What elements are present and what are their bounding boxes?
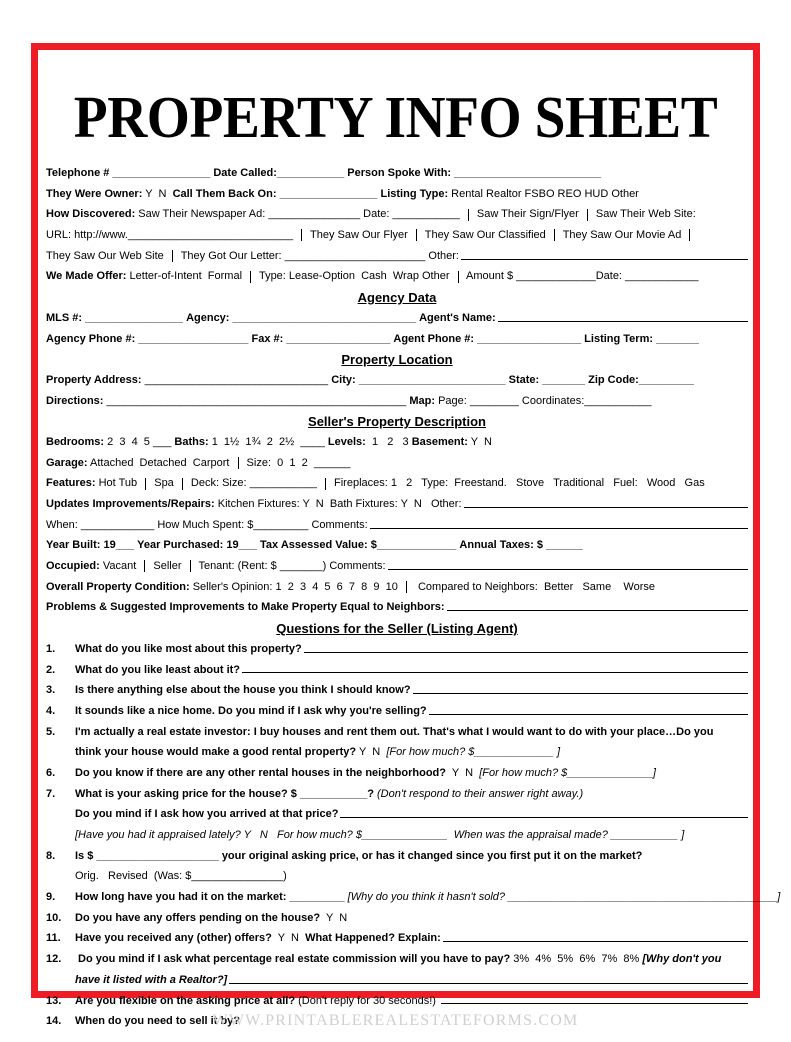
divider — [325, 478, 326, 490]
question-number: 8. — [46, 849, 56, 862]
divider — [172, 250, 173, 262]
question-3 — [46, 680, 748, 701]
owner-label: They Were Owner: — [46, 187, 143, 200]
row-when — [46, 515, 748, 536]
question-10 — [46, 908, 748, 929]
deck-field[interactable]: Deck: Size: ___________ — [187, 477, 320, 490]
owner-options[interactable]: Y N — [142, 187, 173, 200]
amount-field[interactable]: Amount $ _____________Date: ____________ — [463, 270, 699, 283]
divider — [468, 209, 469, 221]
divider — [416, 229, 417, 241]
annual-taxes-field[interactable]: Annual Taxes: $ ______ — [459, 539, 583, 552]
answer-line[interactable] — [441, 1003, 748, 1004]
seller-opinion-scale[interactable]: Seller's Opinion: 1 2 3 4 5 6 7 8 9 10 — [189, 580, 401, 593]
yes-no-options[interactable]: Y N — [320, 911, 348, 924]
row-garage — [46, 453, 748, 474]
question-text: Are you flexible on the asking price at all? — [75, 994, 296, 1007]
answer-line[interactable] — [429, 714, 748, 715]
date-called-field[interactable]: Date Called:___________ — [213, 167, 348, 179]
our-website-option[interactable]: They Saw Our Web Site — [46, 249, 167, 262]
bedrooms-options[interactable]: 2 3 4 5 ___ — [104, 435, 175, 448]
question-number: 1. — [46, 642, 56, 655]
person-spoke-field[interactable]: Person Spoke With: ________________________ — [347, 167, 601, 179]
question-text: Do you mind if I ask what percentage real estate commission will you have to pay? — [75, 953, 511, 966]
garage-options[interactable]: Attached Detached Carport — [87, 456, 233, 469]
zip-field[interactable]: Zip Code:_________ — [588, 373, 694, 386]
answer-line[interactable] — [229, 983, 748, 984]
question-number: 10. — [46, 911, 62, 924]
divider — [301, 229, 302, 241]
divider — [406, 581, 407, 593]
row-owner — [46, 184, 748, 205]
row-website — [46, 246, 748, 267]
row-directions — [46, 391, 748, 412]
divider — [190, 560, 191, 572]
question-8-continued — [46, 866, 748, 887]
appraisal-field[interactable]: [Have you had it appraised lately? Y N For how much? $______________ When was the appraisal made? ___________ ] — [75, 829, 685, 841]
baths-label: Baths: — [174, 435, 209, 448]
hot-tub-option[interactable]: Hot Tub — [95, 477, 141, 490]
question-2 — [46, 660, 748, 681]
divider — [144, 560, 145, 572]
divider — [554, 229, 555, 241]
explain-label: What Happened? Explain: — [305, 932, 441, 945]
question-12-continued — [46, 970, 748, 991]
question-text: Is there anything else about the house you think I should know? — [75, 684, 411, 697]
row-year — [46, 535, 748, 556]
occupied-comments-line[interactable] — [388, 569, 748, 570]
page-title: PROPERTY INFO SHEET — [73, 84, 718, 150]
question-9 — [46, 887, 781, 908]
fixtures-options[interactable]: Kitchen Fixtures: Y N Bath Fixtures: Y N Other: — [214, 498, 462, 510]
revised-price-field[interactable]: Orig. Revised (Was: $_______________) — [75, 870, 287, 883]
comments-line[interactable] — [370, 528, 748, 529]
how-much-field[interactable]: [For how much? $______________] — [479, 766, 656, 779]
question-number: 7. — [46, 787, 56, 800]
instruction-note: (Don't reply for 30 seconds!) — [295, 994, 440, 1007]
mls-field[interactable]: MLS #: ________________ — [46, 311, 187, 324]
agent-name-line[interactable] — [498, 321, 748, 322]
divider — [458, 271, 459, 283]
divider — [587, 209, 588, 221]
commission-options[interactable]: 3% 4% 5% 6% 7% 8% — [510, 953, 643, 966]
agency-heading — [46, 287, 748, 308]
baths-options[interactable]: 1 1½ 1¾ 2 2½ ____ — [208, 435, 328, 448]
question-number: 4. — [46, 704, 56, 717]
divider — [182, 478, 183, 490]
question-text: Do you have any offers pending on the house? — [75, 911, 321, 924]
question-7-appraisal — [46, 825, 748, 846]
row-discovered — [46, 204, 748, 225]
url-field[interactable]: URL: http://www.___________________________ — [46, 229, 297, 242]
why-not-sold-field[interactable]: [Why do you think it hasn't sold? ____________________________________________] — [347, 891, 781, 904]
neighbors-comparison[interactable]: Compared to Neighbors: Better Same Worse — [411, 580, 655, 593]
tax-value-field[interactable]: Tax Assessed Value: $_____________ — [260, 539, 460, 552]
fax-field[interactable]: Fax #: _________________ — [251, 332, 394, 345]
question-text: What do you like most about this property? — [75, 642, 302, 655]
question-text: Do you know if there are any other rental houses in the neighborhood? — [75, 766, 446, 779]
our-movie-ad-option[interactable]: They Saw Our Movie Ad — [559, 229, 685, 242]
question-number: 3. — [46, 684, 56, 697]
updates-label: Updates Improvements/Repairs: — [46, 498, 215, 510]
map-label: Map: — [409, 394, 436, 407]
question-5-continued — [46, 742, 748, 763]
divider — [689, 229, 690, 241]
how-much-field[interactable]: [For how much? $_____________ ] — [386, 746, 561, 759]
basement-options[interactable]: Y N — [467, 435, 492, 448]
question-number: 5. — [46, 725, 56, 738]
instruction-note: (Don't respond to their answer right away.) — [377, 787, 584, 800]
row-condition — [46, 577, 748, 598]
row-mls — [46, 308, 748, 329]
divider — [145, 478, 146, 490]
question-text: It sounds like a nice home. Do you mind if I ask why you're selling? — [75, 704, 427, 717]
answer-line[interactable] — [443, 941, 748, 942]
location-heading-text: Property Location — [341, 352, 453, 368]
website-option[interactable]: Saw Their Web Site: — [592, 208, 696, 221]
year-purchased-field[interactable]: Year Purchased: 19___ — [137, 539, 261, 552]
footer-watermark: WWW.PRINTABLEREALESTATEFORMS.COM — [212, 1012, 579, 1029]
garage-size-options[interactable]: Size: 0 1 2 ______ — [243, 456, 351, 469]
question-7-continued — [46, 804, 748, 825]
year-built-field[interactable]: Year Built: 19___ — [46, 539, 138, 552]
listing-type-label: Listing Type: — [380, 187, 449, 200]
basement-label: Basement: — [411, 435, 468, 448]
agency-heading-text: Agency Data — [357, 290, 437, 306]
our-classified-option[interactable]: They Saw Our Classified — [421, 229, 549, 242]
levels-label: Levels: — [327, 435, 366, 448]
agency-field[interactable]: Agency: ______________________________ — [186, 311, 420, 324]
question-number: 11. — [46, 932, 61, 945]
questions-heading — [46, 618, 748, 639]
row-features — [46, 473, 748, 494]
row-updates — [46, 494, 748, 515]
call-back-field[interactable]: Call Them Back On: ________________ — [172, 187, 381, 200]
row-agency-phone — [46, 329, 748, 350]
levels-options[interactable]: 1 2 3 — [365, 435, 412, 448]
yes-no-options[interactable]: Y N — [356, 746, 387, 759]
offer-options[interactable]: Letter-of-Intent Formal — [126, 270, 246, 283]
address-field[interactable]: ______________________________ — [141, 373, 332, 386]
question-7 — [46, 784, 748, 805]
question-1 — [46, 639, 748, 660]
vacant-option[interactable]: Vacant — [99, 560, 140, 573]
updates-other-line[interactable] — [464, 507, 748, 508]
offer-label: We Made Offer: — [46, 270, 127, 283]
question-5 — [46, 722, 748, 743]
problems-line[interactable] — [447, 610, 748, 611]
time-on-market-field[interactable]: How long have you had it on the market: _________ — [75, 891, 348, 904]
map-field[interactable]: Page: ________ Coordinates:___________ — [435, 394, 652, 407]
answer-line[interactable] — [242, 672, 748, 673]
directions-label: Directions: — [46, 394, 104, 407]
spent-field[interactable]: How Much Spent: $_________ — [157, 518, 312, 531]
city-field[interactable]: City: ________________________ — [331, 373, 509, 386]
tenant-field[interactable]: Tenant: (Rent: $ _______) Comments: — [195, 560, 386, 573]
question-text: When do you need to sell it by? — [75, 1015, 241, 1028]
row-url — [46, 225, 748, 246]
yes-no-options[interactable]: Y N — [271, 932, 306, 945]
features-label: Features: — [46, 477, 96, 490]
question-number: 12. — [46, 953, 62, 966]
yes-no-options[interactable]: Y N — [445, 766, 480, 779]
listing-term-field[interactable]: Listing Term: _______ — [584, 332, 699, 345]
form-body — [46, 163, 781, 1032]
question-number: 9. — [46, 891, 56, 904]
row-address — [46, 370, 748, 391]
asking-price-field[interactable]: What is your asking price for the house? $ ___________? — [75, 787, 378, 800]
row-offer — [46, 266, 748, 287]
location-heading — [46, 349, 748, 370]
question-text: What do you like least about it? — [75, 663, 241, 676]
bedrooms-label: Bedrooms: — [46, 435, 105, 448]
telephone-field[interactable]: Telephone # ________________ — [46, 167, 214, 179]
realtor-note: [Why don't you — [642, 953, 722, 966]
discovered-label: How Discovered: — [46, 208, 136, 221]
question-text: Do you mind if I ask how you arrived at that price? — [75, 808, 339, 821]
question-number: 2. — [46, 663, 56, 676]
directions-field[interactable]: _________________________________________________ — [103, 394, 410, 407]
address-label: Property Address: — [46, 373, 142, 386]
garage-label: Garage: — [46, 456, 88, 469]
answer-line[interactable] — [304, 652, 748, 653]
our-flyer-option[interactable]: They Saw Our Flyer — [307, 229, 411, 242]
spa-option[interactable]: Spa — [151, 477, 177, 490]
problems-label: Problems & Suggested Improvements to Make Property Equal to Neighbors: — [46, 601, 445, 614]
occupied-label: Occupied: — [46, 560, 100, 573]
question-number: 14. — [46, 1015, 62, 1028]
question-text: Have you received any (other) offers? — [75, 932, 272, 945]
other-line[interactable] — [461, 259, 748, 260]
description-heading-text: Seller's Property Description — [308, 414, 486, 430]
comments-label: Comments: — [311, 518, 368, 531]
fireplace-options[interactable]: Fireplaces: 1 2 Type: Freestand. Stove Traditional Fuel: Wood Gas — [330, 477, 705, 490]
questions-heading-text: Questions for the Seller (Listing Agent) — [276, 621, 518, 637]
offer-type-options[interactable]: Type: Lease-Option Cash Wrap Other — [256, 270, 453, 283]
row-occupied — [46, 556, 748, 577]
newspaper-field[interactable]: Saw Their Newspaper Ad: _______________ Date: ___________ — [135, 208, 463, 221]
condition-label: Overall Property Condition: — [46, 580, 190, 593]
row-telephone — [46, 163, 748, 184]
question-11 — [46, 928, 748, 949]
other-label: Other: — [428, 249, 459, 262]
question-12 — [46, 949, 748, 970]
realtor-note: have it listed with a Realtor?] — [75, 973, 228, 986]
question-13 — [46, 991, 748, 1012]
question-text: I'm actually a real estate investor: I buy houses and rent them out. That's what I would want to do with your place…Do you — [75, 725, 714, 738]
agency-phone-field[interactable]: Agency Phone #: __________________ — [46, 332, 252, 345]
sign-flyer-option[interactable]: Saw Their Sign/Flyer — [473, 208, 582, 221]
seller-option[interactable]: Seller — [150, 560, 185, 573]
question-6 — [46, 763, 748, 784]
answer-line[interactable] — [413, 693, 748, 694]
question-number: 13. — [46, 994, 62, 1007]
state-field[interactable]: State: _______ — [508, 373, 589, 386]
question-number: 6. — [46, 766, 56, 779]
question-4 — [46, 701, 748, 722]
when-field[interactable]: When: ____________ — [46, 518, 158, 531]
letter-field[interactable]: They Got Our Letter: _______________________ — [177, 249, 429, 262]
agent-phone-field[interactable]: Agent Phone #: _________________ — [393, 332, 585, 345]
listing-type-options[interactable]: Rental Realtor FSBO REO HUD Other — [448, 187, 639, 200]
question-8 — [46, 846, 748, 867]
agent-name-label: Agent's Name: — [419, 311, 496, 324]
description-heading — [46, 411, 748, 432]
question-text: think your house would make a good rental property? — [75, 746, 357, 759]
answer-line[interactable] — [340, 817, 748, 818]
divider — [250, 271, 251, 283]
original-price-field[interactable]: Is $ ____________________ your original asking price, or has it changed since you first put it on the market? — [75, 849, 643, 862]
row-problems — [46, 597, 748, 618]
divider — [238, 457, 239, 469]
row-bedrooms — [46, 432, 748, 453]
